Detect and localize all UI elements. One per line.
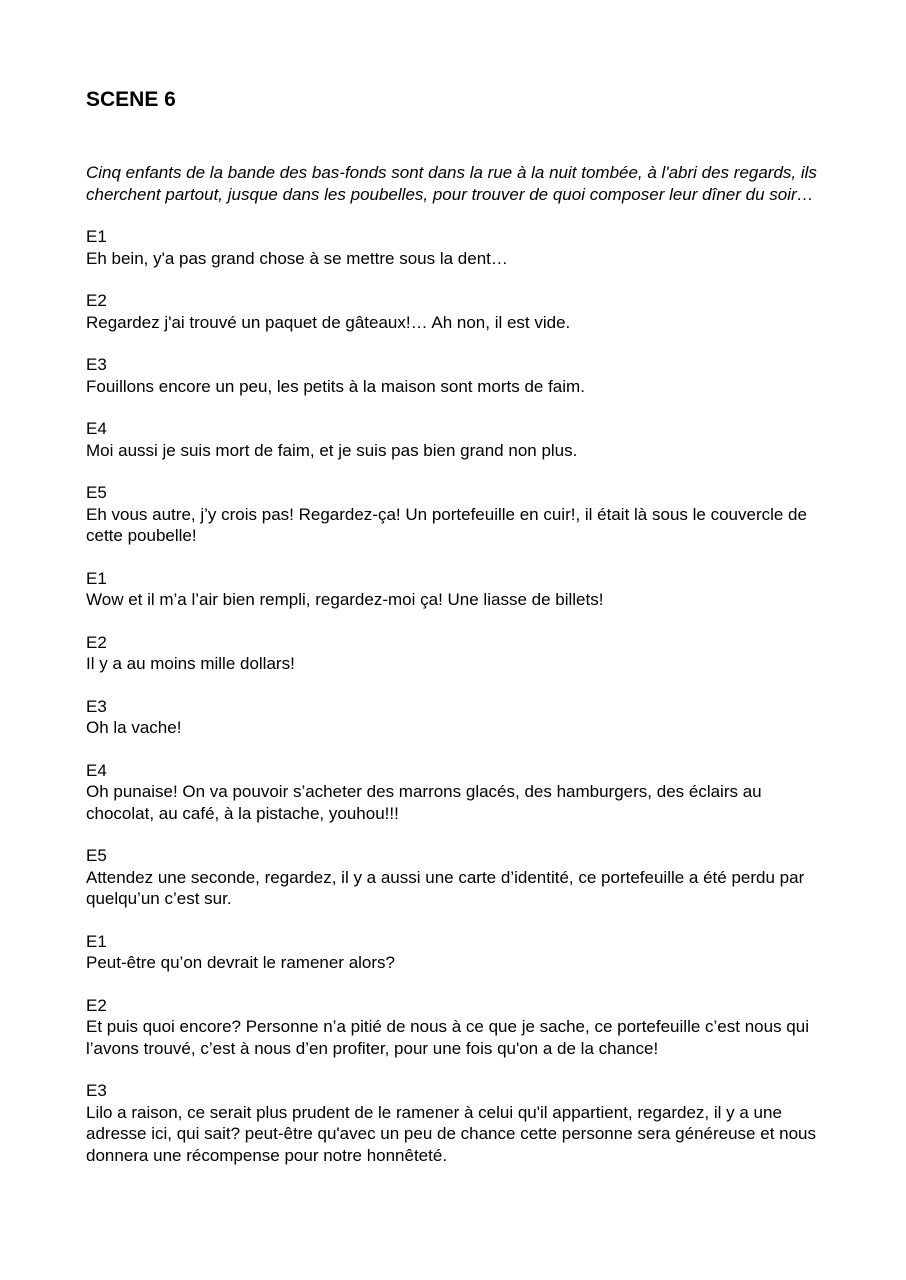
speech-text: Lilo a raison, ce serait plus prudent de le ramener à celui qu'il appartient, regardez, il y a une adresse ici, qui sait? peut-être qu'avec un peu de chance cette personne sera généreuse et nous donnera une récompense pour notre honnêteté. <box>86 1102 817 1165</box>
speaker-name: E2 <box>86 632 107 652</box>
dialogue-line <box>86 482 826 547</box>
dialogue-line <box>86 760 826 825</box>
speaker-name: E3 <box>86 355 107 374</box>
dialogue-line <box>86 845 826 910</box>
speaker-name: E1 <box>86 568 107 588</box>
speech-text: Moi aussi je suis mort de faim, et je suis pas bien grand non plus. <box>86 440 578 460</box>
dialogue-line <box>86 1080 826 1166</box>
speech-text: Fouillons encore un peu, les petits à la maison sont morts de faim. <box>86 376 585 396</box>
speaker-name: E5 <box>86 846 107 865</box>
speech-text: Peut-être qu’on devrait le ramener alors? <box>86 953 395 972</box>
speech-text: Wow et il m’a l’air bien rempli, regardez-moi ça! Une liasse de billets! <box>86 590 604 609</box>
dialogue-line <box>86 226 826 269</box>
dialogue-line <box>86 418 826 461</box>
speaker-name: E4 <box>86 760 107 780</box>
speech-text: Oh la vache! <box>86 718 182 737</box>
scene-title: SCENE 6 <box>86 88 176 111</box>
dialogue-line <box>86 568 826 611</box>
speech-text: Eh bein, y'a pas grand chose à se mettre sous la dent… <box>86 248 508 268</box>
dialogue-line <box>86 354 826 397</box>
speaker-name: E1 <box>86 227 107 246</box>
speaker-name: E4 <box>86 419 107 438</box>
speaker-name: E1 <box>86 931 107 951</box>
dialogue-line <box>86 290 826 333</box>
speaker-name: E2 <box>86 291 107 310</box>
speech-text: Et puis quoi encore? Personne n’a pitié de nous à ce que je sache, ce portefeuille c’est nous qui l’avons trouvé, c’est à nous d’en profiter, pour une fois qu'on a de la chance! <box>86 1017 809 1058</box>
speaker-name: E5 <box>86 483 107 502</box>
speech-text: Attendez une seconde, regardez, il y a aussi une carte d’identité, ce portefeuille a été perdu par quelqu’un c’est sur. <box>86 867 805 908</box>
dialogue-line <box>86 632 826 675</box>
speaker-name: E2 <box>86 995 107 1015</box>
dialogue-line <box>86 931 826 974</box>
speech-text: Il y a au moins mille dollars! <box>86 654 295 673</box>
dialogue-line <box>86 696 826 739</box>
script-page <box>86 86 826 1166</box>
speaker-name: E3 <box>86 696 107 716</box>
speaker-name: E3 <box>86 1081 107 1100</box>
speech-text: Regardez j'ai trouvé un paquet de gâteaux!… Ah non, il est vide. <box>86 312 571 332</box>
speech-text: Oh punaise! On va pouvoir s’acheter des marrons glacés, des hamburgers, des éclairs au chocolat, au café, à la pistache, youhou!!! <box>86 782 762 823</box>
stage-direction: Cinq enfants de la bande des bas-fonds sont dans la rue à la nuit tombée, à l'abri des regards, ils cherchent partout, jusque dans les poubelles, pour trouver de quoi composer leur dîner du soir… <box>86 163 817 204</box>
dialogue-line <box>86 995 826 1060</box>
speech-text: Eh vous autre, j’y crois pas! Regardez-ça! Un portefeuille en cuir!, il était là sous le couvercle de cette poubelle! <box>86 504 807 545</box>
